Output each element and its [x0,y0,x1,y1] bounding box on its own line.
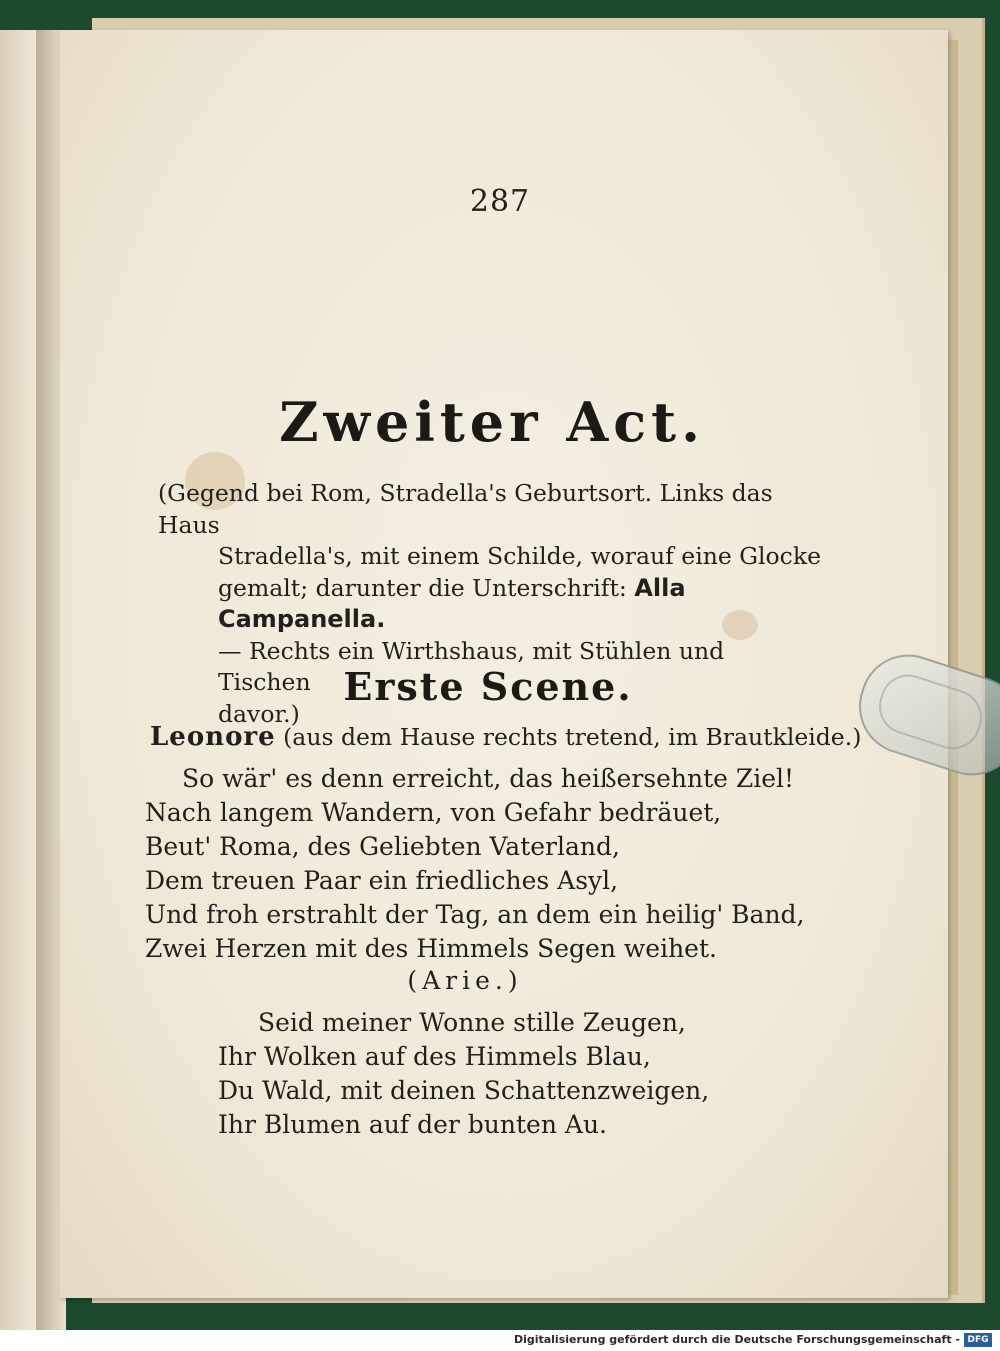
verse-line: Zwei Herzen mit des Himmels Segen weihet. [145,934,717,963]
page-clip-inner [872,667,989,756]
aria-heading: (Arie.) [407,966,523,995]
act-title: Zweiter Act. [279,390,705,454]
verse-line: Beut' Roma, des Geliebten Vaterland, [145,832,620,861]
recitative [145,762,845,966]
aria [218,1006,818,1142]
funding-credit: Digitalisierung gefördert durch die Deutsche Forschungsgemeinschaft - [513,1333,960,1346]
verse-line: Nach langem Wandern, von Gefahr bedräuet, [145,798,722,827]
stage-direction-line: (Gegend bei Rom, Stradella's Geburtsort. Links das Haus [158,479,773,539]
aria-line: Seid meiner Wonne stille Zeugen, [258,1008,686,1037]
footer-bar [0,1330,1000,1351]
scene-title: Erste Scene. [343,664,633,709]
scene-direction [150,722,862,752]
verse-line: So wär' es denn erreicht, das heißersehnte Ziel! [182,764,795,793]
speaker-name: Leonore [150,722,276,752]
aria-line: Ihr Wolken auf des Himmels Blau, [218,1042,651,1071]
stage-direction-text: gemalt; darunter die Unterschrift: [218,573,627,602]
aria-line: Ihr Blumen auf der bunten Au. [218,1110,607,1139]
stage-direction-line [158,573,823,636]
stage-direction-line: — Rechts ein Wirthshaus, mit Stühlen und Tischen [218,636,725,696]
inn-sign-name: Alla Campanella. [218,573,686,633]
verse-line: Und froh erstrahlt der Tag, an dem ein heilig' Band, [145,900,805,929]
stage-direction-line: davor.) [218,699,300,728]
aria-line: Du Wald, mit deinen Schattenzweigen, [218,1076,710,1105]
stage-direction-line: Stradella's, mit einem Schilde, worauf eine Glocke [218,542,821,570]
dfg-logo: DFG [964,1333,992,1347]
scene-direction-text: (aus dem Hause rechts tretend, im Brautkleide.) [283,723,862,751]
verse-line: Dem treuen Paar ein friedliches Asyl, [145,866,619,895]
page-number: 287 [469,184,531,219]
